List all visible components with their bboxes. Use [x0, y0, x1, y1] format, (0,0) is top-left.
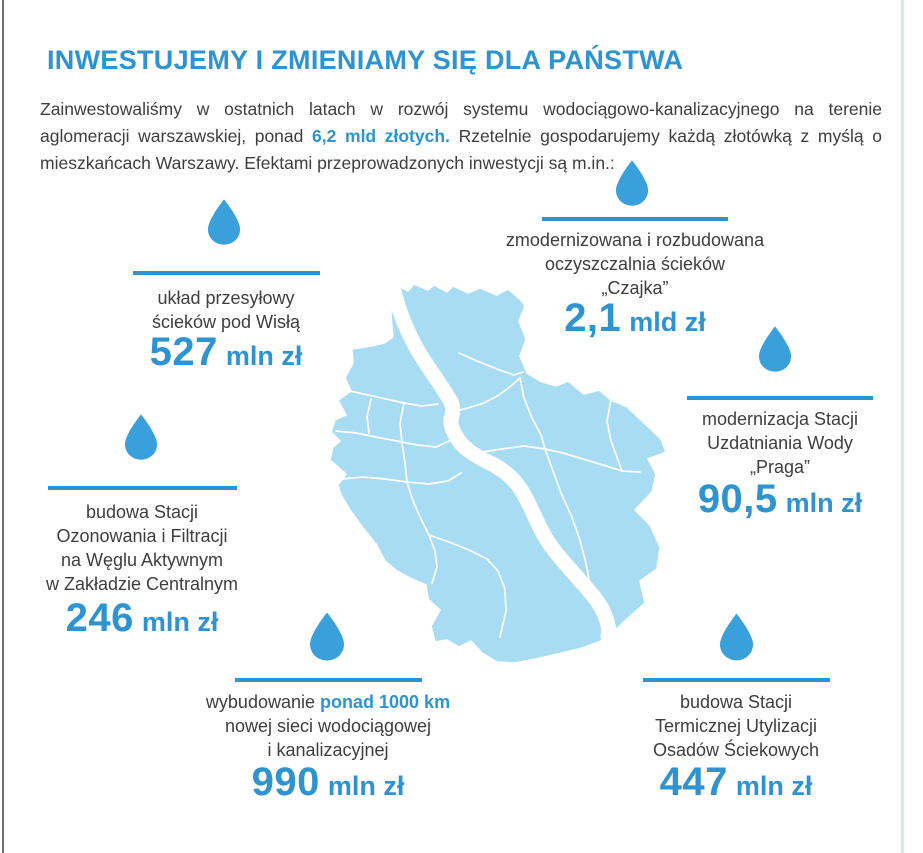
callout-description	[495, 228, 775, 300]
callout-divider	[687, 396, 873, 400]
amount-unit: mln zł	[141, 607, 219, 637]
callout-description	[106, 286, 346, 334]
callout-amount	[178, 760, 478, 805]
callout-description	[178, 690, 478, 762]
callout-divider	[235, 678, 422, 682]
callout-desc-line	[178, 690, 478, 714]
water-drop-icon	[207, 197, 241, 247]
intro-text-2: Rzetelnie gospodarujemy każdą złotówką z myślą o mieszkańcach Warszawy. Efektami przeprowadzonych inwestycji są m.in.:	[40, 125, 883, 173]
page-title: INWESTUJEMY I ZMIENIAMY SIĘ DLA PAŃSTWA	[47, 45, 684, 76]
intro-amount-highlight: 6,2 mld złotych.	[312, 125, 450, 146]
amount-unit: mln zł	[785, 488, 863, 518]
callout-amount	[495, 296, 775, 341]
callout-desc-line: układ przesyłowy	[157, 288, 295, 308]
callout-amount	[106, 330, 346, 375]
callout-desc-line: Osadów Ściekowych	[652, 740, 820, 760]
water-drop-icon	[309, 611, 345, 662]
callout-description	[22, 500, 262, 596]
callout-amount	[616, 760, 856, 805]
callout-desc-line: Uzdatniania Wody	[707, 433, 853, 453]
callout-desc-line: Termicznej Utylizacji	[654, 716, 818, 736]
amount-value: 246	[65, 596, 134, 640]
desc-text: wybudowanie	[205, 692, 315, 712]
page-right-border	[901, 0, 904, 853]
callout-desc-line: „Praga”	[749, 457, 811, 477]
water-drop-icon	[615, 158, 649, 208]
amount-unit: mld zł	[629, 307, 706, 337]
amount-value: 2,1	[564, 296, 622, 340]
callout-divider	[542, 217, 728, 221]
water-drop-icon	[124, 412, 158, 462]
callout-desc-line: modernizacja Stacji	[701, 409, 859, 429]
intro-paragraph	[40, 96, 882, 177]
callout-desc-line: budowa Stacji	[85, 502, 199, 522]
callout-divider	[643, 678, 830, 682]
water-drop-icon	[758, 324, 792, 374]
callout-desc-line: budowa Stacji	[679, 692, 793, 712]
callout-desc-line: oczyszczalnia ścieków	[544, 254, 726, 274]
callout-desc-line: w Zakładzie Centralnym	[45, 574, 239, 594]
amount-value: 90,5	[697, 477, 778, 521]
callout-desc-line: „Czajka”	[601, 278, 669, 298]
callout-amount	[22, 596, 262, 641]
amount-value: 990	[251, 760, 320, 804]
amount-unit: mln zł	[735, 771, 813, 801]
amount-value: 527	[149, 330, 218, 374]
callout-description	[616, 690, 856, 762]
desc-highlight: ponad 1000 km	[320, 692, 451, 712]
amount-unit: mln zł	[225, 341, 303, 371]
page-left-border	[2, 0, 4, 853]
callout-desc-line: zmodernizowana i rozbudowana	[505, 230, 765, 250]
callout-desc-line: Ozonowania i Filtracji	[56, 526, 228, 546]
callout-desc-line: na Węglu Aktywnym	[60, 550, 224, 570]
amount-unit: mln zł	[327, 771, 405, 801]
intro-text-1: Zainwestowaliśmy w ostatnich latach w rozwój systemu wodociągowo-kanalizacyjnego na terenie aglomeracji warszawskiej, ponad	[40, 98, 882, 146]
callout-desc-line: i kanalizacyjnej	[267, 740, 389, 760]
amount-value: 447	[659, 760, 728, 804]
callout-description	[660, 407, 900, 479]
callout-desc-line: nowej sieci wodociągowej	[224, 716, 432, 736]
callout-desc-line: ścieków pod Wisłą	[151, 312, 301, 332]
callout-amount	[660, 477, 900, 522]
water-drop-icon	[719, 612, 754, 662]
callout-divider	[133, 271, 320, 275]
callout-divider	[48, 486, 237, 490]
